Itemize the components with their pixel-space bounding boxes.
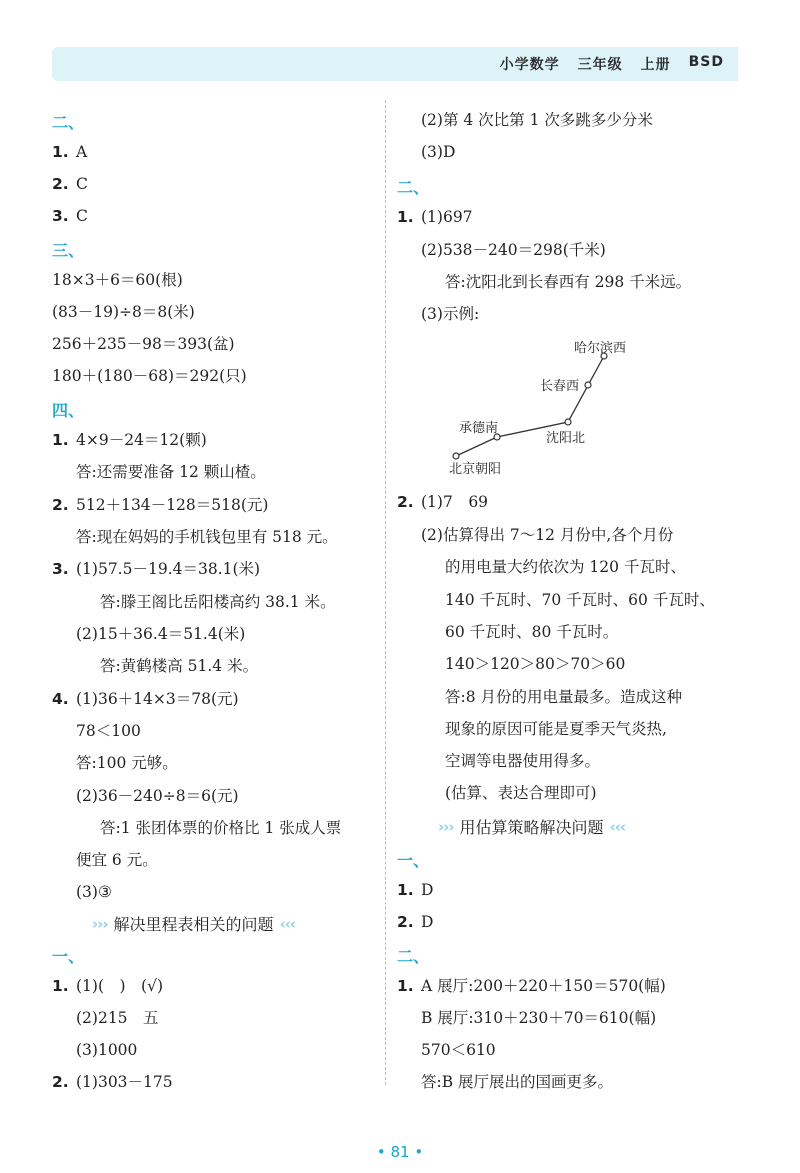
answer-text: (1)697	[421, 208, 473, 226]
answer-line: 256＋235－98＝393(盆)	[52, 335, 235, 353]
question-number: 4.	[52, 690, 69, 708]
header-edition: BSD	[688, 54, 724, 70]
answer-line: 140 千瓦时、70 千瓦时、60 千瓦时、	[445, 591, 715, 609]
answer-line: 的用电量大约依次为 120 千瓦时、	[445, 558, 686, 576]
answer-line: (3)③	[76, 883, 112, 901]
header-volume: 上册	[640, 57, 671, 73]
question-number: 3.	[52, 560, 69, 578]
answer-line: 140＞120＞80＞70＞60	[445, 655, 626, 673]
answer-line: (83－19)÷8＝8(米)	[52, 303, 195, 321]
header-subject: 小学数学	[499, 57, 560, 73]
page-number-value: 81	[390, 1143, 410, 1161]
answer-text: (1)7 69	[421, 493, 489, 511]
question-number: 1.	[397, 977, 414, 995]
answer-line: 答:还需要准备 12 颗山楂。	[76, 463, 266, 481]
question-number: 2.	[52, 1073, 69, 1091]
question-number: 1.	[397, 208, 414, 226]
topic-title: 解决里程表相关的问题	[113, 915, 274, 934]
section-heading: 二、	[52, 113, 85, 132]
answer-text: A 展厅:200＋220＋150＝570(幅)	[421, 977, 666, 995]
answer-line: (3)D	[421, 143, 456, 161]
answer-text: 512＋134－128＝518(元)	[76, 496, 269, 514]
answer-text: (1)( ) (√)	[76, 977, 164, 995]
answer-line	[397, 492, 488, 512]
question-number: 3.	[52, 207, 69, 225]
answer-line: 答:滕王阁比岳阳楼高约 38.1 米。	[100, 593, 336, 611]
chevrons-left-icon: ‹‹‹	[609, 817, 626, 836]
answer-line: (2)15＋36.4＝51.4(米)	[76, 625, 246, 643]
bullet-icon: •	[414, 1143, 424, 1161]
question-number: 2.	[397, 913, 414, 931]
answer-line: (2)215 五	[76, 1009, 159, 1027]
question-number: 1.	[52, 431, 69, 449]
answer-text: (1)57.5－19.4＝38.1(米)	[76, 560, 261, 578]
question-number: 2.	[397, 493, 414, 511]
chevrons-right-icon: ›››	[92, 914, 108, 933]
section-heading: 二、	[397, 947, 430, 966]
question-number: 1.	[52, 977, 69, 995]
section-heading: 二、	[397, 178, 430, 197]
answer-line	[397, 880, 433, 900]
answer-line: 答:1 张团体票的价格比 1 张成人票	[100, 819, 342, 837]
answer-line: (估算、表达合理即可)	[445, 784, 597, 802]
answer-line: 答:现在妈妈的手机钱包里有 518 元。	[76, 528, 338, 546]
topic-heading	[438, 815, 625, 838]
answer-line: (2)估算得出 7～12 月份中,各个月份	[421, 526, 674, 544]
section-heading: 一、	[397, 851, 430, 870]
answer-line: 180＋(180－68)＝292(只)	[52, 367, 247, 385]
bullet-icon: •	[376, 1143, 386, 1161]
answer-line: B 展厅:310＋230＋70＝610(幅)	[421, 1009, 657, 1027]
answer-line: 60 千瓦时、80 千瓦时。	[445, 623, 619, 641]
answer-line: 78＜100	[76, 722, 141, 740]
station-label: 长春西	[540, 379, 580, 394]
page-number	[0, 1143, 800, 1161]
answer-line: 答:B 展厅展出的国画更多。	[421, 1073, 614, 1091]
answer-line: 答:8 月份的用电量最多。造成这种	[445, 688, 683, 706]
station-label: 承德南	[459, 421, 499, 436]
answer-text: A	[76, 143, 88, 161]
header-grade: 三年级	[577, 57, 623, 73]
answer-line: 答:黄鹤楼高 51.4 米。	[100, 657, 259, 675]
answer-line: 便宜 6 元。	[76, 851, 158, 869]
question-number: 2.	[52, 496, 69, 514]
answer-text: D	[421, 913, 434, 931]
answer-text: (1)303－175	[76, 1073, 173, 1091]
answer-line: 答:沈阳北到长春西有 298 千米远。	[445, 273, 692, 291]
question-number: 1.	[52, 143, 69, 161]
section-heading: 三、	[52, 241, 85, 260]
section-heading: 四、	[52, 401, 85, 420]
station-label: 沈阳北	[546, 431, 586, 446]
answer-line	[397, 912, 433, 932]
station-label: 北京朝阳	[449, 462, 502, 477]
answer-text: (1)36＋14×3＝78(元)	[76, 690, 239, 708]
answer-line: (2)538－240＝298(千米)	[421, 241, 606, 259]
station-shenyang-dot	[565, 419, 571, 425]
question-number: 2.	[52, 175, 69, 193]
chevrons-right-icon: ›››	[438, 817, 454, 836]
answer-text: D	[421, 881, 434, 899]
answer-line	[397, 976, 666, 996]
answer-line: 现象的原因可能是夏季天气炎热,	[445, 720, 667, 738]
question-number: 1.	[397, 881, 414, 899]
answer-line: 18×3＋6＝60(根)	[52, 271, 183, 289]
answer-line: (2)第 4 次比第 1 次多跳多少分米	[421, 111, 653, 129]
answer-text: C	[76, 207, 88, 225]
answer-text: C	[76, 175, 88, 193]
answer-line: (3)示例:	[421, 305, 480, 323]
chevrons-left-icon: ‹‹‹	[279, 914, 296, 933]
station-label: 哈尔滨西	[574, 341, 627, 356]
topic-title: 用估算策略解决问题	[459, 818, 604, 837]
answer-line: 空调等电器使用得多。	[445, 752, 601, 770]
answer-line: 答:100 元够。	[76, 754, 178, 772]
answer-line: (2)36－240÷8＝6(元)	[76, 787, 239, 805]
section-heading: 一、	[52, 947, 85, 966]
station-changchun-dot	[585, 382, 591, 388]
answer-text: 4×9－24＝12(颗)	[76, 431, 207, 449]
answer-line: 570＜610	[421, 1041, 496, 1059]
answer-line: (3)1000	[76, 1041, 138, 1059]
